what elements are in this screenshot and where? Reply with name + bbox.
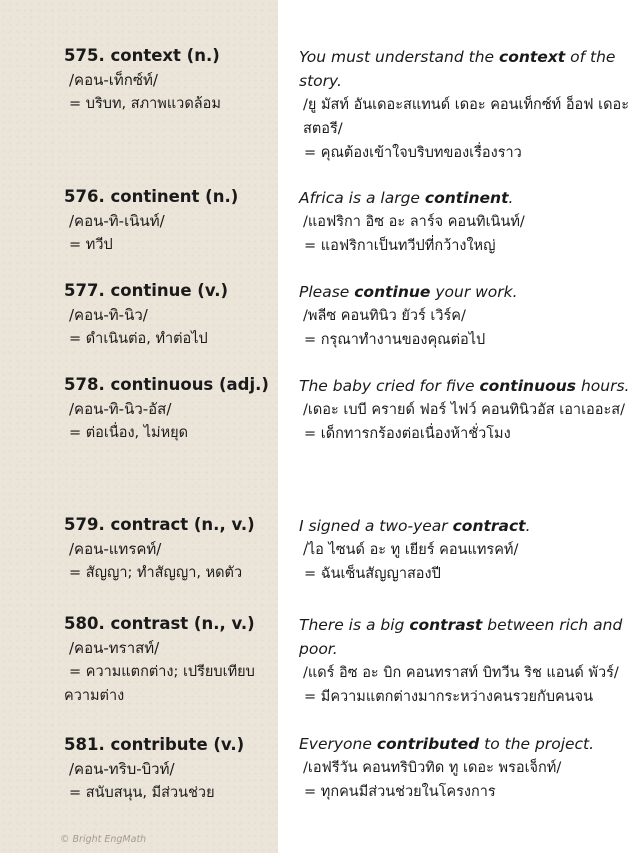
word-title: 575. context (n.)	[64, 46, 220, 65]
word-title: 581. contribute (v.)	[64, 735, 245, 754]
word-pronunciation: /คอน-ทราสท์/	[69, 639, 160, 657]
example-578	[299, 374, 635, 446]
example-keyword: continent	[424, 189, 509, 207]
example-580	[299, 613, 635, 709]
example-sentence: The baby cried for five continuous hours.	[299, 377, 630, 395]
example-keyword: contrast	[409, 616, 483, 634]
example-sentence: There is a big contrast between rich and poor.	[299, 616, 623, 658]
example-577	[299, 280, 635, 352]
word-meaning: = ต่อเนื่อง, ไม่หยุด	[69, 425, 189, 441]
word-meaning: = ความแตกต่าง; เปรียบเทียบความต่าง	[64, 664, 255, 704]
example-576	[299, 186, 635, 258]
vocab-entry-579	[64, 513, 276, 585]
example-translation: = มีความแตกต่างมากระหว่างคนรวยกับคนจน	[304, 689, 594, 705]
example-translation: = แอฟริกาเป็นทวีปที่กว้างใหญ่	[304, 238, 496, 254]
example-translation: = ทุกคนมีส่วนช่วยในโครงการ	[304, 784, 496, 800]
example-pronunciation: /ไอ ไซนด์ อะ ทู เยียร์ คอนแทรคท์/	[303, 542, 519, 558]
vocab-entry-576	[64, 185, 276, 257]
example-pronunciation: /พลีซ คอนทินิว ยัวร์ เวิร์ค/	[303, 308, 466, 324]
word-pronunciation: /คอน-ทิ-นิว/	[69, 306, 148, 324]
credit-watermark: © Bright EngMath	[60, 834, 147, 845]
vocab-entry-577	[64, 279, 276, 351]
example-translation: = คุณต้องเข้าใจบริบทของเรื่องราว	[304, 145, 522, 161]
word-meaning: = สนับสนุน, มีส่วนช่วย	[69, 785, 215, 801]
example-keyword: continue	[354, 283, 431, 301]
vocab-entry-578	[64, 373, 276, 445]
word-meaning: = ทวีป	[69, 237, 113, 253]
word-title: 579. contract (n., v.)	[64, 515, 255, 534]
example-sentence: Please continue your work.	[299, 283, 518, 301]
example-keyword: continuous	[479, 377, 577, 395]
word-meaning: = บริบท, สภาพแวดล้อม	[69, 96, 221, 112]
example-581	[299, 732, 635, 804]
word-title: 577. continue (v.)	[64, 281, 229, 300]
word-meaning: = สัญญา; ทำสัญญา, หดตัว	[69, 565, 243, 581]
example-sentence: You must understand the context of the story.	[299, 48, 616, 90]
example-pronunciation: /เดอะ เบบี ครายด์ ฟอร์ ไฟว์ คอนทินิวอัส เอาเออะส/	[303, 402, 625, 418]
word-meaning: = ดำเนินต่อ, ทำต่อไป	[69, 331, 208, 347]
word-pronunciation: /คอน-เท็กซ์ท์/	[69, 71, 158, 89]
example-translation: = กรุณาทำงานของคุณต่อไป	[304, 332, 486, 348]
word-pronunciation: /คอน-ทิ-นิว-อัส/	[69, 400, 172, 418]
word-title: 578. continuous (adj.)	[64, 375, 269, 394]
example-translation: = เด็กทารกร้องต่อเนื่องห้าชั่วโมง	[304, 426, 511, 442]
vocab-entry-575	[64, 44, 276, 116]
example-579	[299, 514, 635, 586]
example-sentence: Africa is a large continent.	[299, 189, 514, 207]
word-pronunciation: /คอน-แทรคท์/	[69, 540, 162, 558]
example-keyword: contributed	[376, 735, 480, 753]
word-title: 580. contrast (n., v.)	[64, 614, 255, 633]
example-sentence: Everyone contributed to the project.	[299, 735, 595, 753]
example-pronunciation: /แดร์ อิซ อะ บิก คอนทราสท์ บิทวีน ริช แอนด์ พัวร์/	[303, 665, 619, 681]
vocab-entry-581	[64, 733, 276, 805]
example-keyword: context	[499, 48, 566, 66]
example-pronunciation: /ยู มัสท์ อันเดอะสแทนด์ เดอะ คอนเท็กซ์ท์ อ็อฟ เดอะ สตอรี/	[303, 97, 630, 137]
example-575	[299, 45, 635, 165]
example-pronunciation: /แอฟริกา อิซ อะ ลาร์จ คอนทิเนินท์/	[303, 214, 525, 230]
vocab-entry-580	[64, 612, 276, 708]
example-sentence: I signed a two-year contract.	[299, 517, 531, 535]
example-pronunciation: /เอฟรีวัน คอนทริบิวทิด ทู เดอะ พรอเจ็กท์/	[303, 760, 562, 776]
example-keyword: contract	[452, 517, 526, 535]
word-pronunciation: /คอน-ทิ-เนินท์/	[69, 212, 165, 230]
word-pronunciation: /คอน-ทริบ-บิวท์/	[69, 760, 175, 778]
word-title: 576. continent (n.)	[64, 187, 239, 206]
example-translation: = ฉันเซ็นสัญญาสองปี	[304, 566, 441, 582]
